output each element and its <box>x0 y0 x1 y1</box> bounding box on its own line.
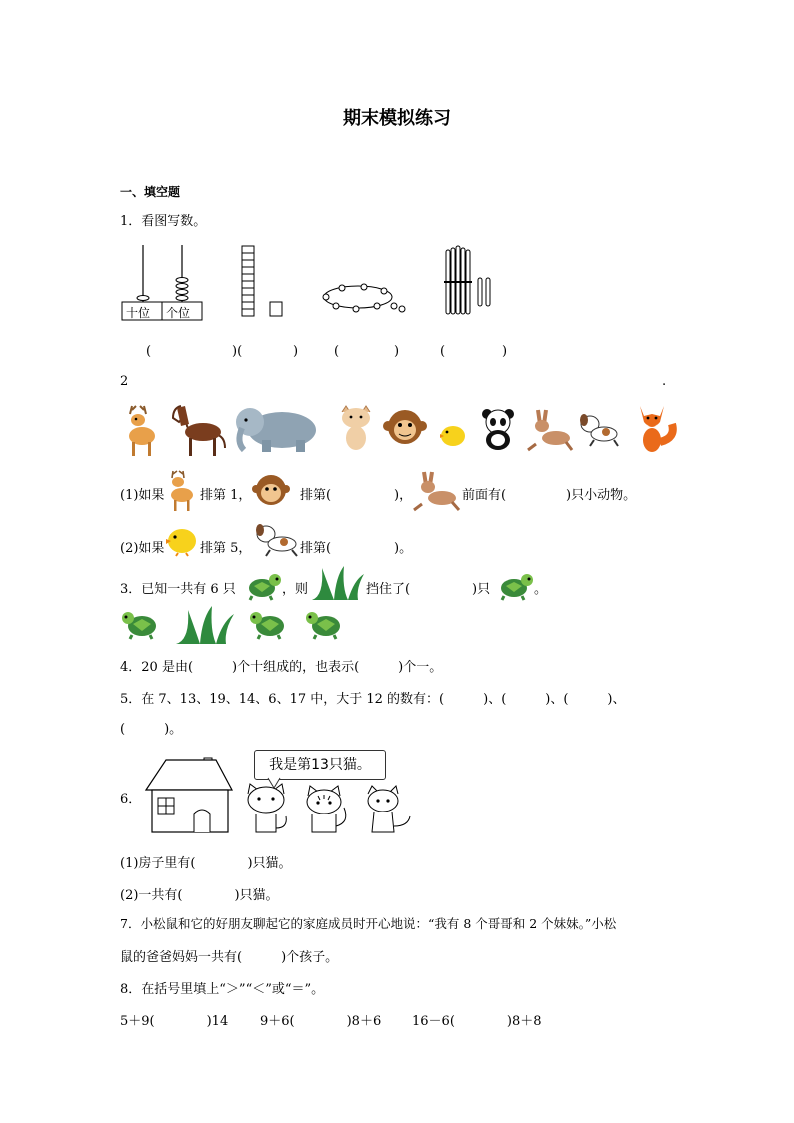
q2-p1-rank-open: 排第( <box>300 488 332 503</box>
q2-p2-rank5: 排第 5， <box>200 541 252 556</box>
turtle-icon <box>120 608 162 640</box>
q2-dot: . <box>662 374 667 389</box>
q1-blank-open-4: ( <box>440 344 446 359</box>
q4-text: 4．20 是由( )个十组成的，也表示( )个一。 <box>120 660 443 675</box>
q2-p1-rank1: 排第 1， <box>200 488 252 503</box>
deer-icon <box>162 468 198 512</box>
deer-icon <box>118 402 162 458</box>
turtle-icon <box>494 570 534 600</box>
q1-blank-close-3: ) <box>394 344 400 359</box>
q2-p2-rank-open: 排第( <box>300 541 332 556</box>
cat-icon <box>336 404 376 454</box>
monkey-icon <box>252 472 290 508</box>
chick-icon <box>164 524 200 556</box>
q1-blank-open-1: ( <box>146 344 152 359</box>
cat-icon <box>242 784 290 836</box>
dog-icon <box>576 412 620 448</box>
base-ten-blocks-icon <box>240 244 286 320</box>
horse-icon <box>167 402 229 458</box>
abacus-tens-label: 十位 <box>126 306 151 320</box>
rabbit-icon <box>412 470 462 512</box>
monkey-icon <box>384 406 426 448</box>
turtle-icon <box>242 570 282 600</box>
q1-text: 1．看图写数。 <box>120 214 207 229</box>
elephant-icon <box>232 402 324 456</box>
turtle-icon <box>304 608 346 640</box>
cat-icon <box>364 786 412 836</box>
q1-blank-open-3: ( <box>334 344 340 359</box>
grass-icon <box>310 566 368 602</box>
panda-icon <box>478 406 518 452</box>
rabbit-icon <box>526 408 574 452</box>
q8-expr-1: 5＋9( )14 <box>120 1014 229 1029</box>
stick-bundle-icon <box>442 238 494 318</box>
speech-bubble: 我是第13只猫。 <box>254 750 386 780</box>
q7-line1: 7．小松鼠和它的好朋友聊起它的家庭成员时开心地说：“我有 8 个哥哥和 2 个妹妹。”小松 <box>120 916 617 931</box>
cat-icon <box>300 786 352 836</box>
q3-end: 。 <box>534 582 548 597</box>
turtle-icon <box>248 608 290 640</box>
q1-blank-close-2: ) <box>293 344 299 359</box>
q8-text: 8．在括号里填上“＞”“＜”或“＝”。 <box>120 982 325 997</box>
q3-blocked-open: 挡住了( <box>366 582 411 597</box>
q2-p1-rank-close: )， <box>394 488 413 503</box>
q2-p1-suffix: )只小动物。 <box>566 488 637 503</box>
fox-icon <box>630 402 678 454</box>
section-heading: 一、填空题 <box>120 185 181 199</box>
chick-icon <box>438 420 468 448</box>
q5-line1: 5．在 7、13、19、14、6、17 中，大于 12 的数有：( )、( )、( )、 <box>120 692 626 707</box>
q1-blank-close-4: ) <box>502 344 508 359</box>
q8-expr-3: 16－6( )8＋8 <box>412 1014 542 1029</box>
q8-expr-2: 9＋6( )8＋6 <box>260 1014 382 1029</box>
q2-number: 2 <box>120 374 129 389</box>
q5-line2: ( )。 <box>120 722 183 737</box>
q2-p2-prefix: (2)如果 <box>120 541 165 556</box>
q2-p2-rank-close: )。 <box>394 541 413 556</box>
grass-icon <box>174 606 238 646</box>
page-title: 期末模拟练习 <box>343 108 451 129</box>
q3-prefix: 3．已知一共有 6 只 <box>120 582 236 597</box>
q2-p1-prefix: (1)如果 <box>120 488 165 503</box>
q6-p1: (1)房子里有( )只猫。 <box>120 856 292 871</box>
dog-icon <box>252 522 300 558</box>
q7-line2: 鼠的爸爸妈妈一共有( )个孩子。 <box>120 950 339 965</box>
beads-loop-icon <box>322 282 408 318</box>
q3-blocked-close: )只 <box>472 582 491 597</box>
q6-p2: (2)一共有( )只猫。 <box>120 888 279 903</box>
q6-number: 6． <box>120 792 142 807</box>
abacus-ones-label: 个位 <box>166 306 191 320</box>
q1-blank-mid: )( <box>232 344 243 359</box>
q2-p1-before: 前面有( <box>462 488 507 503</box>
house-icon <box>144 752 234 836</box>
q3-then: ，则 <box>282 582 309 597</box>
